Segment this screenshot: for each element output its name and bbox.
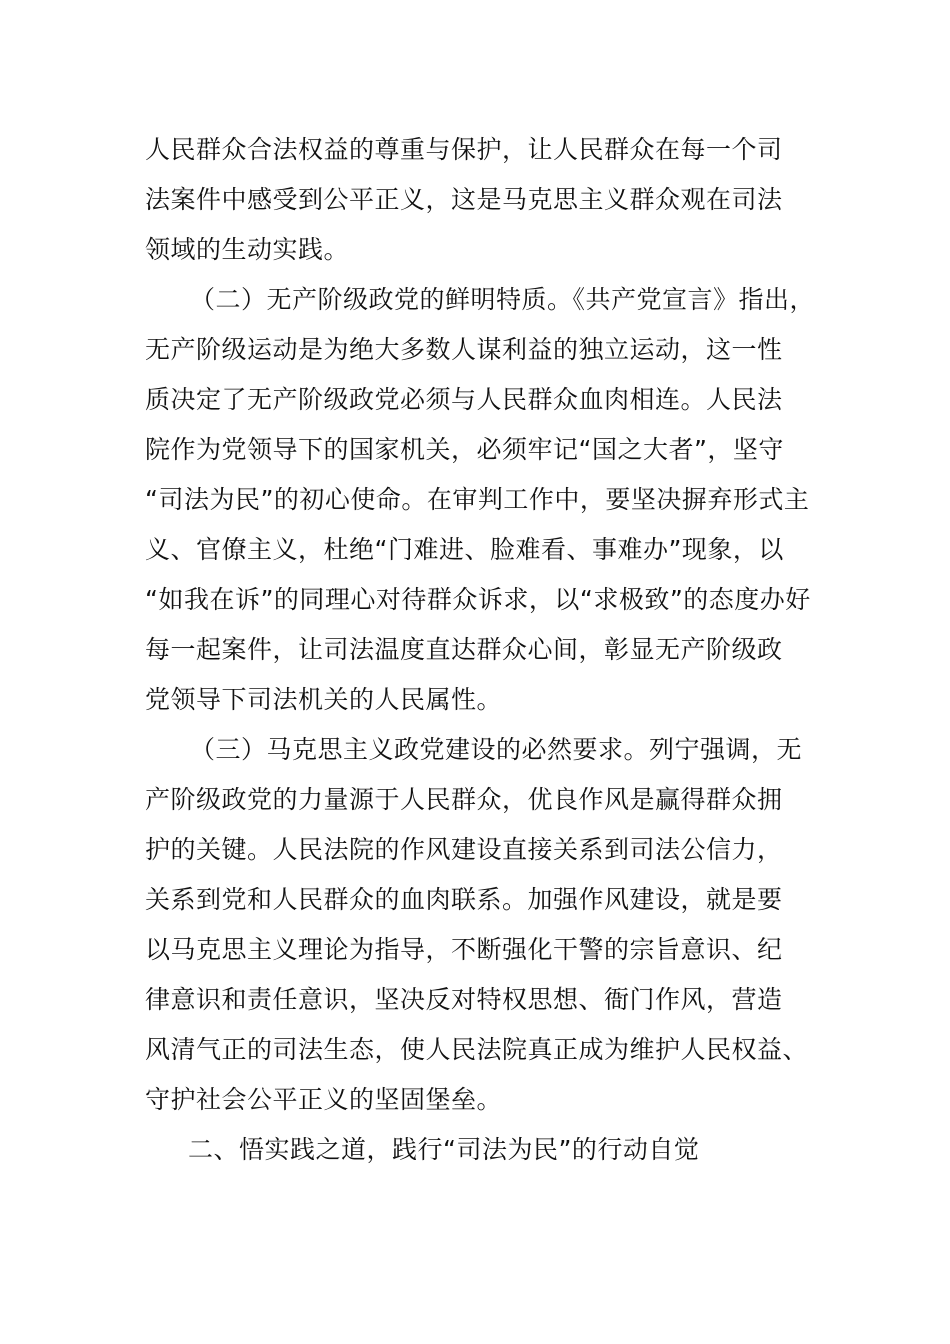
paragraph-line: 法案件中感受到公平正义，这是马克思主义群众观在司法 (145, 185, 783, 214)
section-heading-line: （二）无产阶级政党的鲜明特质。《共产党宣言》指出， (190, 285, 816, 314)
paragraph-line: 风清气正的司法生态，使人民法院真正成为维护人民权益、 (145, 1035, 809, 1064)
section-heading-line: （三）马克思主义政党建设的必然要求。列宁强调，无 (190, 735, 803, 764)
paragraph-line: 守护社会公平正义的坚固堡垒。 (145, 1085, 503, 1114)
paragraph-line: 院作为党领导下的国家机关，必须牢记“国之大者”，坚守 (145, 435, 784, 464)
paragraph-line: “如我在诉”的同理心对待群众诉求，以“求极致”的态度办好 (145, 585, 811, 614)
paragraph-line: 无产阶级运动是为绝大多数人谋利益的独立运动，这一性 (145, 335, 783, 364)
paragraph-line: 每一起案件，让司法温度直达群众心间，彰显无产阶级政 (145, 635, 783, 664)
paragraph-line: “司法为民”的初心使命。在审判工作中，要坚决摒弃形式主 (145, 485, 810, 514)
chapter-heading-line: 二、悟实践之道，践行“司法为民”的行动自觉 (188, 1135, 700, 1164)
paragraph-line: 党领导下司法机关的人民属性。 (145, 685, 503, 714)
paragraph-line: 义、官僚主义，杜绝“门难进、脸难看、事难办”现象，以 (145, 535, 784, 564)
paragraph-line: 领域的生动实践。 (145, 235, 350, 264)
paragraph-line: 人民群众合法权益的尊重与保护，让人民群众在每一个司 (145, 135, 783, 164)
paragraph-line: 以马克思主义理论为指导，不断强化干警的宗旨意识、纪 (145, 935, 783, 964)
paragraph-line: 律意识和责任意识，坚决反对特权思想、衙门作风，营造 (145, 985, 783, 1014)
paragraph-line: 产阶级政党的力量源于人民群众，优良作风是赢得群众拥 (145, 785, 783, 814)
paragraph-line: 护的关键。人民法院的作风建设直接关系到司法公信力， (145, 835, 783, 864)
paragraph-line: 关系到党和人民群众的血肉联系。加强作风建设，就是要 (145, 885, 783, 914)
paragraph-line: 质决定了无产阶级政党必须与人民群众血肉相连。人民法 (145, 385, 783, 414)
